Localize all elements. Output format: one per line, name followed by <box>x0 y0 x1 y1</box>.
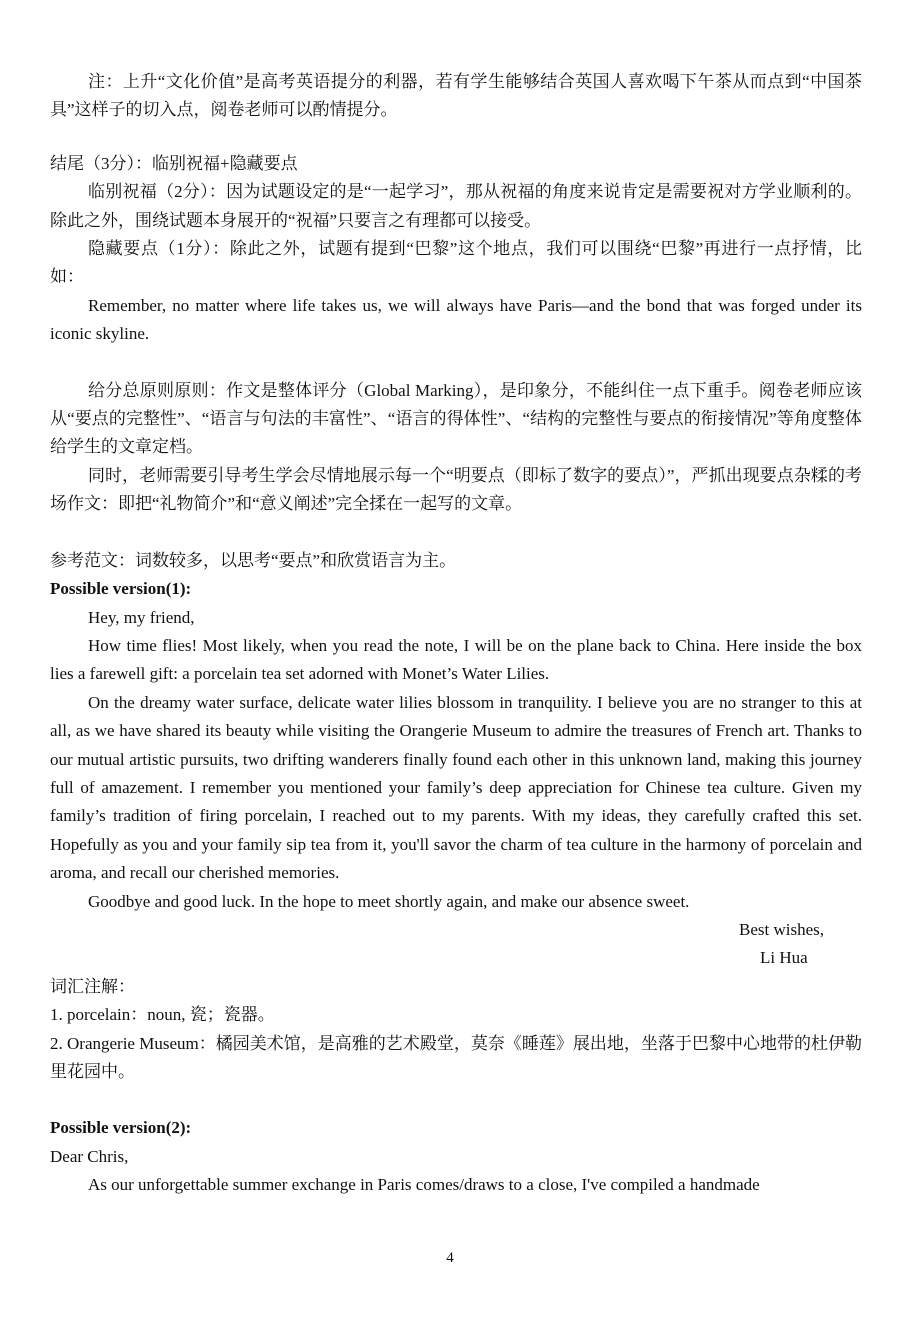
version1-signature: Li Hua <box>760 948 808 968</box>
ending-example-sentence: Remember, no matter where life takes us, we will always have Paris—and the bond that was forged under its iconic skyline. <box>50 295 862 344</box>
version2-salutation: Dear Chris, <box>50 1146 129 1166</box>
ending-blessing-paragraph: 临别祝福（2分）：因为试题设定的是“一起学习”，那从祝福的角度来说肯定是需要祝对方学业顺利的。除此之外，围绕试题本身展开的“祝福”只要言之有理都可以接受。 <box>50 182 862 230</box>
reference-intro: 参考范文：词数较多，以思考“要点”和欣赏语言为主。 <box>50 550 457 570</box>
version1-paragraph-2: On the dreamy water surface, delicate water lilies blossom in tranquility. I believe you are no stranger to this at all, as we have shared its beauty while visiting the Orangerie Museum to admire the treasures of French art. Thanks to our mutual artistic pursuits, two drifting wanderers finally found each other in this unknown land, making this journey full of amazement. I remember you mentioned your family’s deep appreciation for Chinese tea culture. Given my family’s tradition of firing porcelain, I reached out to my parents. With my ideas, they carefully crafted this set. Hopefully as you and your family sip tea from it, you'll savor the charm of tea culture in the harmony of porcelain and aroma, and recall our cherished memories. <box>50 692 862 883</box>
note-paragraph: 注：上升“文化价值”是高考英语提分的利器，若有学生能够结合英国人喜欢喝下午茶从而点到“中国茶具”这样子的切入点，阅卷老师可以酌情提分。 <box>50 72 862 120</box>
vocab-item-2: 2. Orangerie Museum：橘园美术馆，是高雅的艺术殿堂，莫奈《睡莲》展出地，坐落于巴黎中心地带的杜伊勒里花园中。 <box>50 1033 862 1081</box>
vocab-heading: 词汇注解： <box>50 976 135 996</box>
version2-paragraph-1: As our unforgettable summer exchange in Paris comes/draws to a close, I've compiled a handmade <box>88 1175 760 1195</box>
version1-salutation: Hey, my friend, <box>88 607 195 627</box>
document-body <box>50 68 862 1200</box>
page-number: 4 <box>446 1250 454 1266</box>
version1-title: Possible version(1): <box>50 579 192 599</box>
version1-paragraph-1: How time flies! Most likely, when you read the note, I will be on the plane back to China. Here inside the box lies a farewell gift: a porcelain tea set adorned with Monet’s Water Lilies. <box>50 635 862 684</box>
ending-heading: 结尾（3分）：临别祝福+隐藏要点 <box>50 153 298 173</box>
vocab-item-1: 1. porcelain：noun, 瓷；瓷器。 <box>50 1005 275 1025</box>
ending-hidden-point-paragraph: 隐藏要点（1分）：除此之外，试题有提到“巴黎”这个地点，我们可以围绕“巴黎”再进行一点抒情，比如： <box>50 239 862 287</box>
version1-paragraph-3: Goodbye and good luck. In the hope to meet shortly again, and make our absence sweet. <box>88 891 690 911</box>
version2-title: Possible version(2): <box>50 1118 192 1138</box>
version1-closing: Best wishes, <box>739 919 824 939</box>
principles-paragraph-2: 同时，老师需要引导考生学会尽情地展示每一个“明要点（即标了数字的要点）”，严抓出现要点杂糅的考场作文：即把“礼物简介”和“意义阐述”完全揉在一起写的文章。 <box>50 465 862 514</box>
principles-paragraph-1: 给分总原则原则：作文是整体评分（Global Marking），是印象分，不能纠住一点下重手。阅卷老师应该从“要点的完整性”、“语言与句法的丰富性”、“语言的得体性”、“结构的完整性与要点的衔接情况”等角度整体给学生的文章定档。 <box>50 380 862 457</box>
